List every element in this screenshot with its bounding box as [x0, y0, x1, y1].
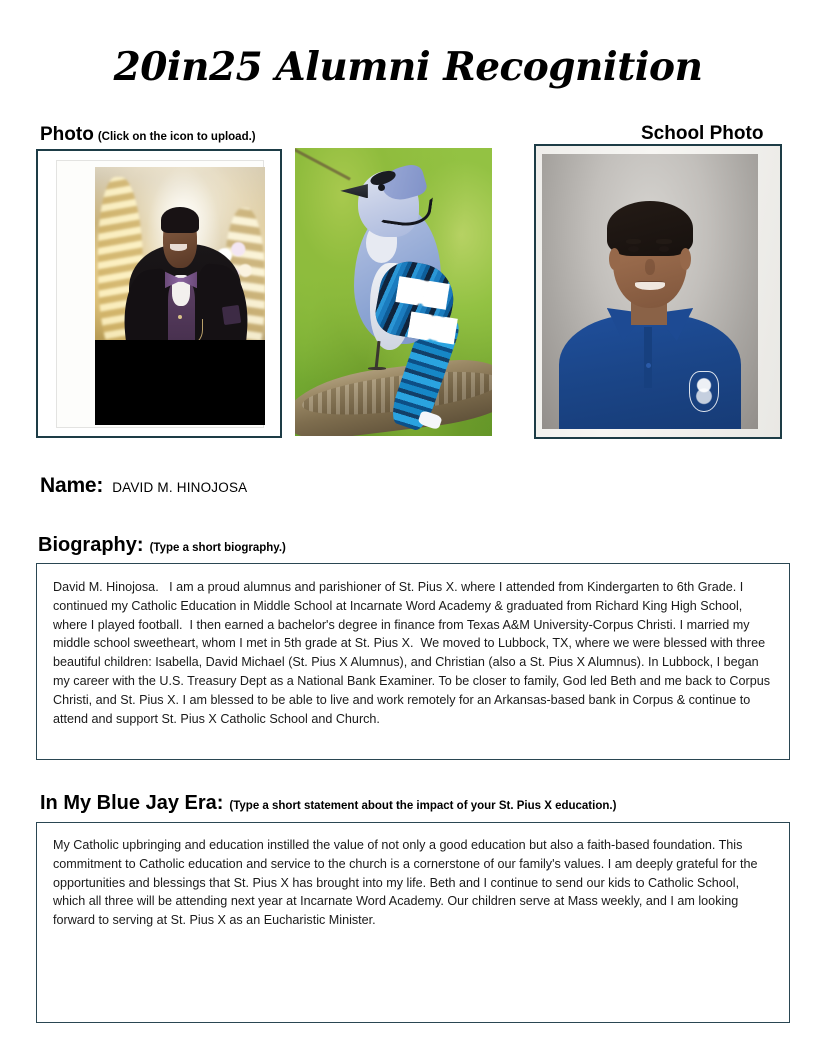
era-textbox[interactable]	[36, 822, 790, 1023]
page-title: 20in25 Alumni Recognition	[113, 44, 703, 90]
biography-text: David M. Hinojosa. I am a proud alumnus and parishioner of St. Pius X. where I attended from Kindergarten to 6th Grade. I continued my Catholic Education in Middle School at Incarnate Word Academy & graduated from Richard King High School, where I played football. I then earned a bachelor's degree in finance from Texas A&M University-Corpus Christi. I married my middle school sweetheart, whom I met in 5th grade at St. Pius X. We moved to Lubbock, TX, where we were blessed with three beautiful children: Isabella, David Michael (St. Pius X Alumnus), and Christian (also a St. Pius X Alumnus). In Lubbock, I began my career with the U.S. Treasury Dept as a National Bank Examiner. To be closer to family, God led Beth and me back to Corpus Christi, and St. Pius X. I am blessed to be able to live and work remotely for an Arkansas-based bank in Corpus & continue to attend and support St. Pius X Catholic School and Church.	[53, 580, 774, 726]
school-crest-icon	[689, 371, 719, 412]
photo-label: Photo	[40, 124, 94, 145]
blue-jay-photo[interactable]	[295, 148, 492, 436]
jay-foot	[368, 367, 386, 370]
era-label: In My Blue Jay Era:	[40, 792, 224, 814]
alumni-portrait-photo[interactable]	[95, 167, 265, 425]
name-row	[40, 474, 247, 498]
era-text: My Catholic upbringing and education instilled the value of not only a good education but also a faith-based foundation. This commitment to Catholic education and service to the church is a cornerstone of our family's values. I am deeply grateful for the opportunities and blessings that St. Pius X has brought into my life. Beth and I continue to send our kids to Catholic School, which all three will be attending next year at Incarnate Word Academy. Our children serve at Mass weekly, and I am looking forward to serving at St. Pius X as an Eucharistic Minister.	[53, 838, 761, 928]
student-ear-right	[680, 248, 691, 270]
school-photo-label: School Photo	[641, 123, 764, 144]
biography-textbox[interactable]	[36, 563, 790, 760]
student-hair	[607, 201, 693, 256]
person-smile	[170, 244, 187, 251]
photo-label-group	[40, 125, 256, 144]
era-label-group	[40, 793, 616, 813]
school-photo-frame[interactable]	[534, 144, 782, 439]
photo-upload-hint: (Click on the icon to upload.)	[97, 131, 256, 143]
pocket-square	[221, 305, 240, 325]
photo-black-band	[95, 340, 265, 425]
name-value[interactable]: DAVID M. HINOJOSA	[112, 480, 248, 495]
biography-label-group	[38, 535, 286, 555]
alumni-photo-frame[interactable]	[36, 149, 282, 438]
name-label: Name:	[40, 474, 104, 497]
photo-mat	[56, 160, 264, 428]
polo-button	[646, 363, 651, 368]
biography-hint: (Type a short biography.)	[149, 542, 286, 554]
person-hair	[161, 207, 198, 233]
polo-placket	[644, 327, 653, 388]
student-ear-left	[609, 248, 620, 270]
student-nose	[645, 259, 656, 276]
student-eyebrow-left	[626, 239, 641, 243]
era-hint: (Type a short statement about the impact of your St. Pius X education.)	[229, 800, 617, 812]
student-eyebrow-right	[656, 239, 671, 243]
biography-label: Biography:	[38, 534, 144, 556]
school-portrait-photo[interactable]	[542, 154, 758, 429]
jay-eye	[378, 184, 385, 191]
